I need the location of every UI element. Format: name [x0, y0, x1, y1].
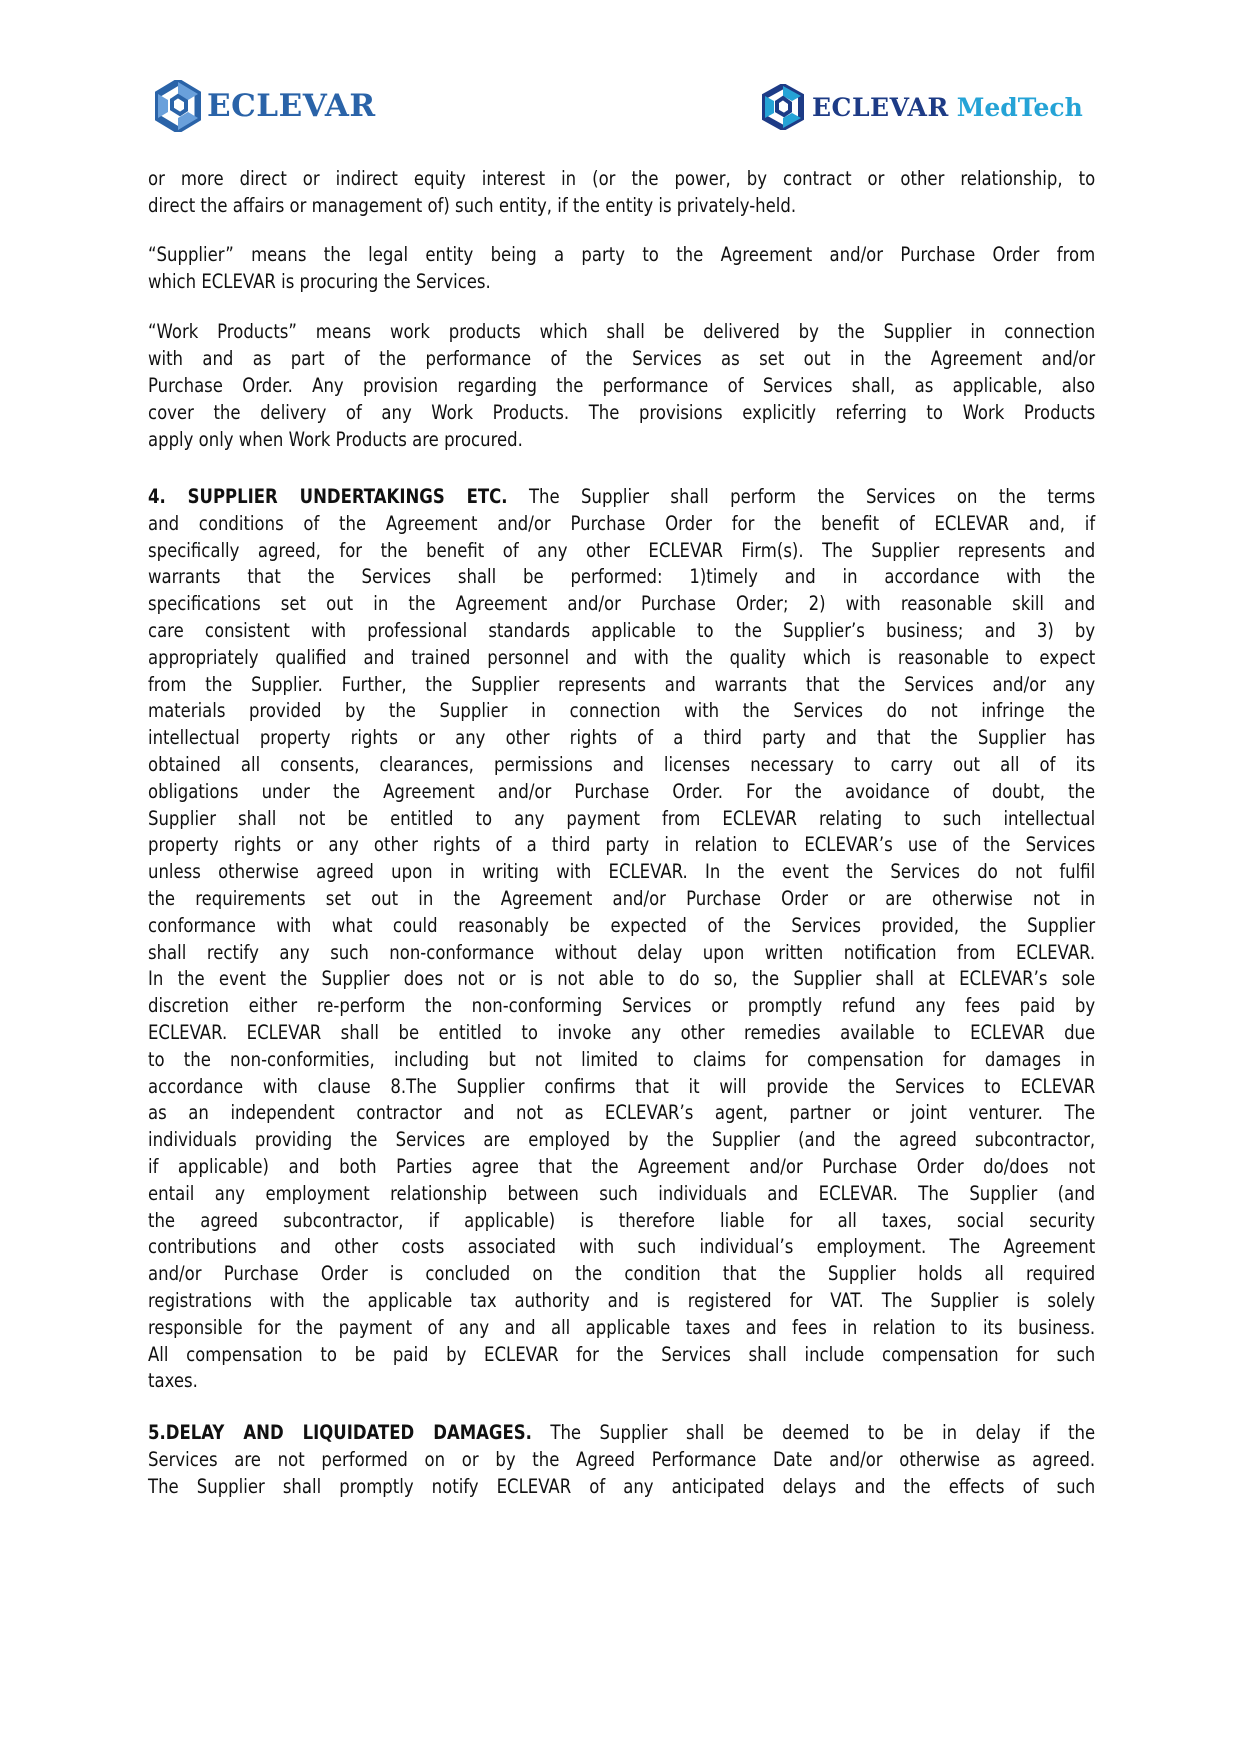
text-line: or more direct or indirect equity interest in (or the power, by contract or other relationship, to — [148, 167, 1096, 190]
text-line — [148, 1286, 1095, 1315]
text-line — [148, 857, 1095, 886]
text-line — [148, 804, 1095, 833]
section-text: care consistent with professional standards applicable to the Supplier’s business; and 3) by — [148, 619, 1096, 642]
section-text: appropriately qualified and trained personnel and with the quality which is reasonable to expect — [148, 645, 1096, 669]
section-heading-line — [148, 482, 1095, 511]
section-heading: 5.DELAY AND LIQUIDATED DAMAGES. — [148, 1421, 532, 1444]
text-line — [148, 643, 1095, 672]
section-text: discretion either re-perform the non-conforming Services or promptly refund any fees paid by — [148, 994, 1096, 1018]
section-text: obtained all consents, clearances, permissions and licenses necessary to carry out all of its — [148, 753, 1096, 776]
text-line: apply only when Work Products are procured. — [148, 428, 523, 451]
text-line — [148, 1206, 1095, 1235]
text-line — [148, 777, 1095, 806]
section-text: materials provided by the Supplier in connection with the Services do not infringe the — [148, 699, 1096, 723]
section-text: property rights or any other rights of a third party in relation to ECLEVAR’s use of the Services — [148, 833, 1096, 857]
section-text: from the Supplier. Further, the Supplier represents and warrants that the Services and/or any — [148, 672, 1096, 696]
section-text: the agreed subcontractor, if applicable) is therefore liable for all taxes, social security — [148, 1208, 1096, 1232]
text-line — [148, 1098, 1095, 1127]
section-text: entail any employment relationship between such individuals and ECLEVAR. The Supplier (and — [148, 1181, 1096, 1205]
section-text: ECLEVAR. ECLEVAR shall be entitled to invoke any other remedies available to ECLEVAR due — [148, 1021, 1096, 1044]
section-text: The Supplier shall perform the Services on the terms — [507, 485, 1096, 508]
eclevar-medtech-hexagon-logo-icon — [762, 84, 804, 130]
text-line: cover the delivery of any Work Products. The provisions explicitly referring to Work Products — [148, 401, 1096, 424]
text-line: “Supplier” means the legal entity being a party to the Agreement and/or Purchase Order from — [148, 243, 1096, 266]
section-text: taxes. — [148, 1369, 198, 1393]
section-text: to the non-conformities, including but not limited to claims for compensation for damages in — [148, 1047, 1096, 1071]
text-line — [148, 1152, 1095, 1181]
text-line — [148, 1125, 1095, 1154]
text-line — [148, 589, 1095, 618]
section-text: contributions and other costs associated with such individual’s employment. The Agreement — [148, 1235, 1096, 1259]
text-line: with and as part of the performance of the Services as set out in the Agreement and/or — [148, 347, 1096, 370]
text-line — [148, 830, 1095, 859]
text-line: which ECLEVAR is procuring the Services. — [148, 270, 491, 293]
section-text: accordance with clause 8.The Supplier confirms that it will provide the Services to ECLEVAR — [148, 1074, 1096, 1098]
section-text: and conditions of the Agreement and/or Purchase Order for the benefit of ECLEVAR and, if — [148, 511, 1096, 535]
text-line: direct the affairs or management of) such entity, if the entity is privately-held. — [148, 194, 797, 217]
text-line — [148, 1340, 1095, 1369]
section-text: individuals providing the Services are employed by the Supplier (and the agreed subcontractor, — [148, 1128, 1096, 1152]
text-line — [148, 509, 1095, 538]
text-line — [148, 1472, 1095, 1501]
text-line — [148, 616, 1095, 645]
text-line — [148, 1313, 1095, 1342]
text-line — [148, 696, 1095, 725]
section-text: Services are not performed on or by the Agreed Performance Date and/or otherwise as agreed. — [148, 1448, 1096, 1471]
text-line — [148, 1445, 1095, 1474]
section-text: In the event the Supplier does not or is not able to do so, the Supplier shall at ECLEVAR’s sole — [148, 967, 1096, 991]
medtech-logo-subtext: MedTech — [956, 92, 1083, 122]
text-line — [148, 911, 1095, 940]
section-heading-line — [148, 1418, 1095, 1447]
eclevar-medtech-logo-text: ECLEVAR — [812, 92, 949, 122]
text-line — [148, 1232, 1095, 1261]
section-text: conformance with what could reasonably be expected of the Services provided, the Supplier — [148, 913, 1096, 937]
section-text: as an independent contractor and not as ECLEVAR’s agent, partner or joint venturer. The — [148, 1101, 1096, 1125]
eclevar-logo-text: ECLEVAR — [207, 88, 376, 124]
text-line — [148, 670, 1095, 699]
text-line — [148, 723, 1095, 752]
section-text: warrants that the Services shall be performed: 1)timely and in accordance with the — [148, 565, 1096, 589]
text-line — [148, 1072, 1095, 1101]
eclevar-hexagon-logo-icon — [155, 80, 201, 132]
text-line: “Work Products” means work products which shall be delivered by the Supplier in connection — [148, 320, 1096, 343]
section-text: specifications set out in the Agreement and/or Purchase Order; 2) with reasonable skill and — [148, 592, 1096, 616]
section-text: The Supplier shall promptly notify ECLEVAR of any anticipated delays and the effects of such — [148, 1475, 1096, 1498]
section-text: intellectual property rights or any other rights of a third party and that the Supplier has — [148, 726, 1096, 750]
text-line — [148, 1045, 1095, 1074]
section-heading: 4. SUPPLIER UNDERTAKINGS ETC. — [148, 485, 508, 508]
text-line — [148, 964, 1095, 993]
section-text: the requirements set out in the Agreement and/or Purchase Order or are otherwise not in — [148, 887, 1096, 910]
eclevar-medtech-logo — [762, 84, 1083, 130]
section-text: registrations with the applicable tax authority and is registered for VAT. The Supplier is solely — [148, 1289, 1096, 1312]
section-text: specifically agreed, for the benefit of any other ECLEVAR Firm(s). The Supplier represents and — [148, 538, 1096, 562]
section-text: shall rectify any such non-conformance without delay upon written notification from ECLEVAR. — [148, 940, 1096, 964]
text-line — [148, 884, 1095, 913]
section-text: and/or Purchase Order is concluded on the condition that the Supplier holds all required — [148, 1262, 1096, 1286]
section-text: The Supplier shall be deemed to be in delay if the — [531, 1421, 1096, 1444]
text-line: Purchase Order. Any provision regarding the performance of Services shall, as applicable, also — [148, 374, 1096, 397]
section-text: unless otherwise agreed upon in writing with ECLEVAR. In the event the Services do not fulfil — [148, 860, 1096, 884]
section-text: if applicable) and both Parties agree that the Agreement and/or Purchase Order do/does not — [148, 1155, 1096, 1178]
section-text: Supplier shall not be entitled to any payment from ECLEVAR relating to such intellectual — [148, 806, 1096, 830]
section-text: All compensation to be paid by ECLEVAR for the Services shall include compensation for such — [148, 1342, 1096, 1366]
text-line — [148, 562, 1095, 591]
text-line — [148, 1259, 1095, 1288]
text-line — [148, 991, 1095, 1020]
text-line — [148, 938, 1095, 967]
section-text: obligations under the Agreement and/or Purchase Order. For the avoidance of doubt, the — [148, 779, 1096, 803]
text-line — [148, 1018, 1095, 1047]
eclevar-logo — [155, 78, 376, 134]
text-line — [148, 1366, 1095, 1395]
text-line — [148, 1179, 1095, 1208]
text-line — [148, 536, 1095, 565]
text-line — [148, 750, 1095, 779]
section-text: responsible for the payment of any and all applicable taxes and fees in relation to its business. — [148, 1315, 1096, 1339]
